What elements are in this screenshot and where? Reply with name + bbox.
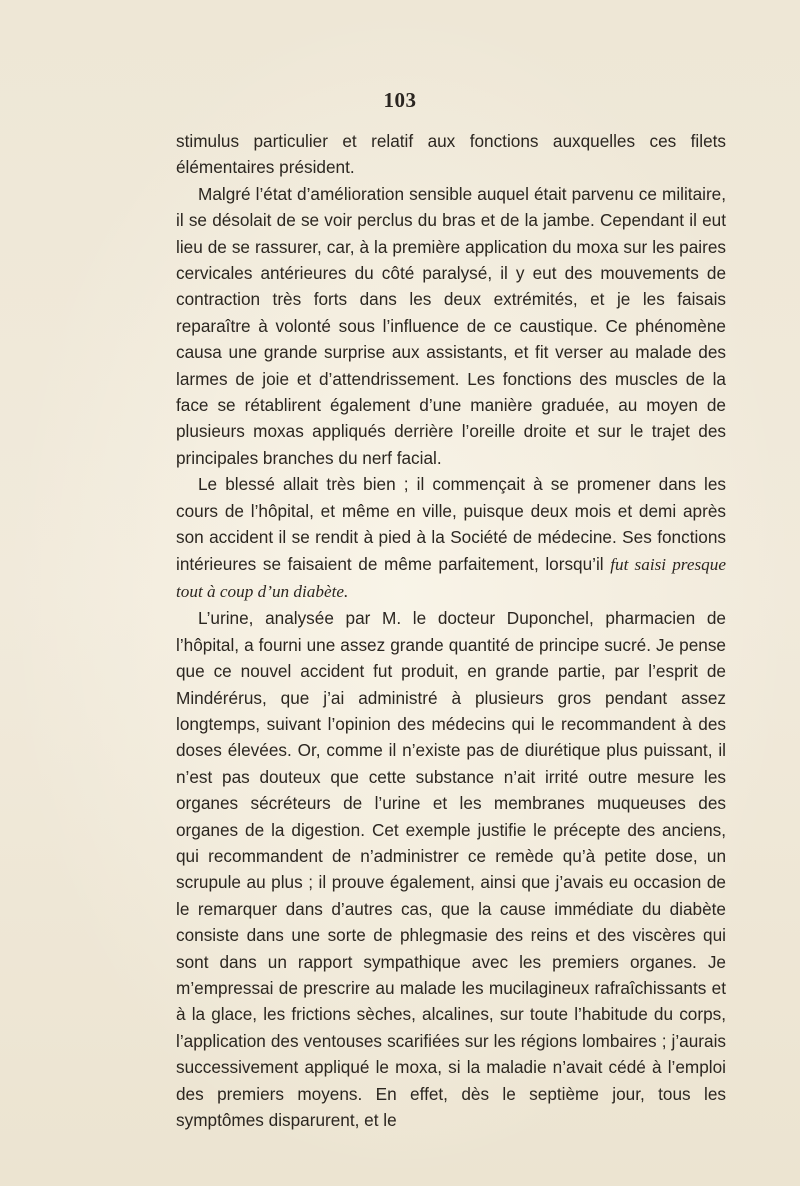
paragraph-recovery: Malgré l’état d’amélioration sensible auquel était parvenu ce militaire, il se désolait de se voir perclus du bras et de la jambe. Cependant il eut lieu de se rassurer, car, à la première application du moxa sur les paires cervicales antérieures du côté paralysé, il y eut des mouvements de contraction très forts dans les deux extrémités, et je les faisais reparaître à volonté sous l’influence de ce caustique. Ce phénomène causa une grande surprise aux assistants, et fit verser au malade des larmes de joie et d’attendrissement. Les fonctions des muscles de la face se rétablirent également d’une manière graduée, au moyen de plusieurs moxas appliqués derrière l’oreille droite et sur le trajet des principales branches du nerf facial.: [176, 183, 726, 468]
italic-phrase: fut saisi presque tout à coup d’un diabète.: [176, 554, 726, 601]
page-number: 103: [383, 88, 417, 112]
paragraph-continued: stimulus particulier et relatif aux fonctions auxquelles ces filets élémentaires président.: [176, 131, 726, 178]
paragraph-urine-analysis: L’urine, analysée par M. le docteur Duponchel, pharmacien de l’hôpital, a fourni une assez grande quantité de principe sucré. Je pense que ce nouvel accident fut produit, en grande partie, par l’esprit de Mindérérus, que j’ai administré à plusieurs gros pendant assez longtemps, suivant l’opinion des médecins qui le recommandent à des doses élevées. Or, comme il n’existe pas de diurétique plus puissant, il n’est pas douteux que cette substance n’ait irrité outre mesure les organes sécréteurs de l’urine et les membranes muqueuses des organes de la digestion. Cet exemple justifie le précepte des anciens, qui recommandent de n’administrer ce remède qu’à petite dose, un scrupule au plus ; il prouve également, ainsi que j’avais eu occasion de le remarquer dans d’autres cas, que la cause immédiate du diabète consiste dans une sorte de phlegmasie des reins et des viscères qui sont dans un rapport sympathique avec les premiers organes. Je m’empressai de prescrire au malade les mucilagineux rafraîchissants et à la glace, les frictions sèches, alcalines, sur toute l’habitude du corps, l’application des ventouses scarifiées sur les régions lombaires ; j’aurais successivement appliqué le moxa, si la maladie n’avait cédé à l’emploi des premiers moyens. En effet, dès le septième jour, tous les symptômes disparurent, et le: [176, 608, 726, 1131]
paragraph-diabetes-onset: [176, 471, 726, 605]
paragraph-diabetes-onset-text: Le blessé allait très bien ; il commençait à se promener dans les cours de l’hôpital, et même en ville, puisque deux mois et demi après son accident il se rendit à pied à la Société de médecine. Ses fonctions intérieures se faisaient de même parfaitement, lorsqu’il: [176, 474, 726, 574]
body-text: [176, 128, 726, 1133]
